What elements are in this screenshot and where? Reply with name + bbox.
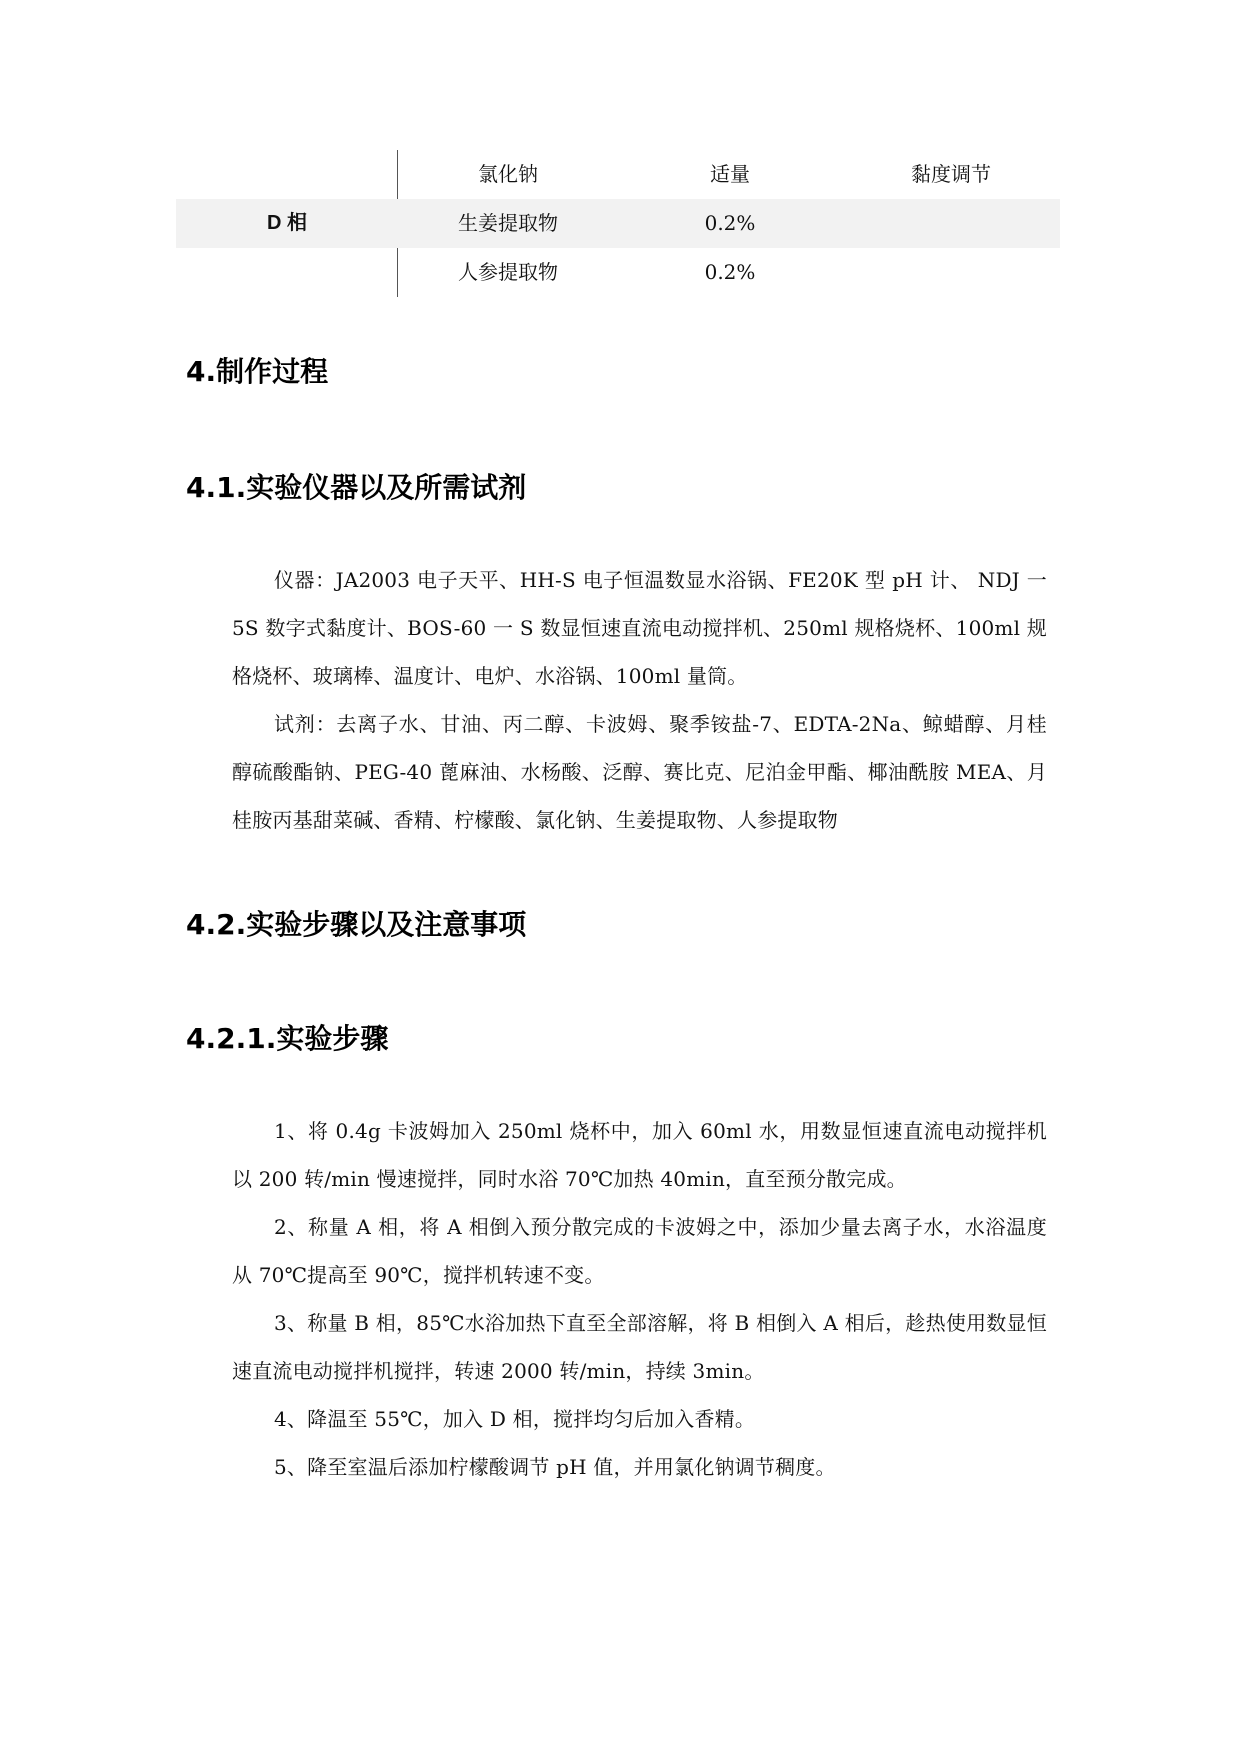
table-row: [176, 248, 1060, 297]
ingredient-table: [176, 150, 1060, 297]
step-1: 1、将 0.4g 卡波姆加入 250ml 烧杯中，加入 60ml 水，用数显恒速直流电动搅拌机以 200 转/min 慢速搅拌，同时水浴 70℃加热 40min，直至预分散完成。: [232, 1119, 1047, 1191]
ingredient-name: 人参提取物: [458, 260, 558, 284]
ingredient-amount: 0.2%: [704, 211, 756, 235]
phase-cell: [176, 248, 398, 297]
step-2: 2、称量 A 相，将 A 相倒入预分散完成的卡波姆之中，添加少量去离子水，水浴温度从 70℃提高至 90℃，搅拌机转速不变。: [232, 1215, 1047, 1287]
phase-cell: [176, 150, 398, 199]
step-4: 4、降温至 55℃，加入 D 相，搅拌均匀后加入香精。: [274, 1407, 756, 1431]
ingredient-note: [842, 248, 1060, 297]
instruments-paragraph: 仪器：JA2003 电子天平、HH-S 电子恒温数显水浴锅、FE20K 型 pH 计、 NDJ 一 5S 数字式黏度计、BOS-60 一 S 数显恒速直流电动搅拌机、250ml 规格烧杯、100ml 规格烧杯、玻璃棒、温度计、电炉、水浴锅、100ml 量筒。: [232, 568, 1047, 688]
heading-instruments: 4.1.实验仪器以及所需试剂: [186, 471, 527, 504]
ingredient-note: 黏度调节: [911, 162, 991, 186]
phase-cell: D 相: [267, 212, 307, 234]
reagents-paragraph: 试剂：去离子水、甘油、丙二醇、卡波姆、聚季铵盐-7、EDTA-2Na、鲸蜡醇、月桂醇硫酸酯钠、PEG-40 蓖麻油、水杨酸、泛醇、赛比克、尼泊金甲酯、椰油酰胺 MEA、月桂胺丙基甜菜碱、香精、柠檬酸、氯化钠、生姜提取物、人参提取物: [232, 712, 1047, 832]
heading-process: 4.制作过程: [186, 355, 329, 388]
heading-steps: 4.2.1.实验步骤: [186, 1022, 389, 1055]
ingredient-note: [842, 199, 1060, 248]
ingredient-amount: 0.2%: [704, 260, 756, 284]
step-5: 5、降至室温后添加柠檬酸调节 pH 值，并用氯化钠调节稠度。: [274, 1455, 836, 1479]
step-3: 3、称量 B 相，85℃水浴加热下直至全部溶解，将 B 相倒入 A 相后，趁热使用数显恒速直流电动搅拌机搅拌，转速 2000 转/min，持续 3min。: [232, 1311, 1047, 1383]
ingredient-amount: 适量: [710, 162, 750, 186]
table-row: [176, 150, 1060, 199]
ingredient-name: 生姜提取物: [458, 211, 558, 235]
heading-steps-notes: 4.2.实验步骤以及注意事项: [186, 908, 527, 941]
ingredient-name: 氯化钠: [478, 162, 538, 186]
table-row: [176, 199, 1060, 248]
